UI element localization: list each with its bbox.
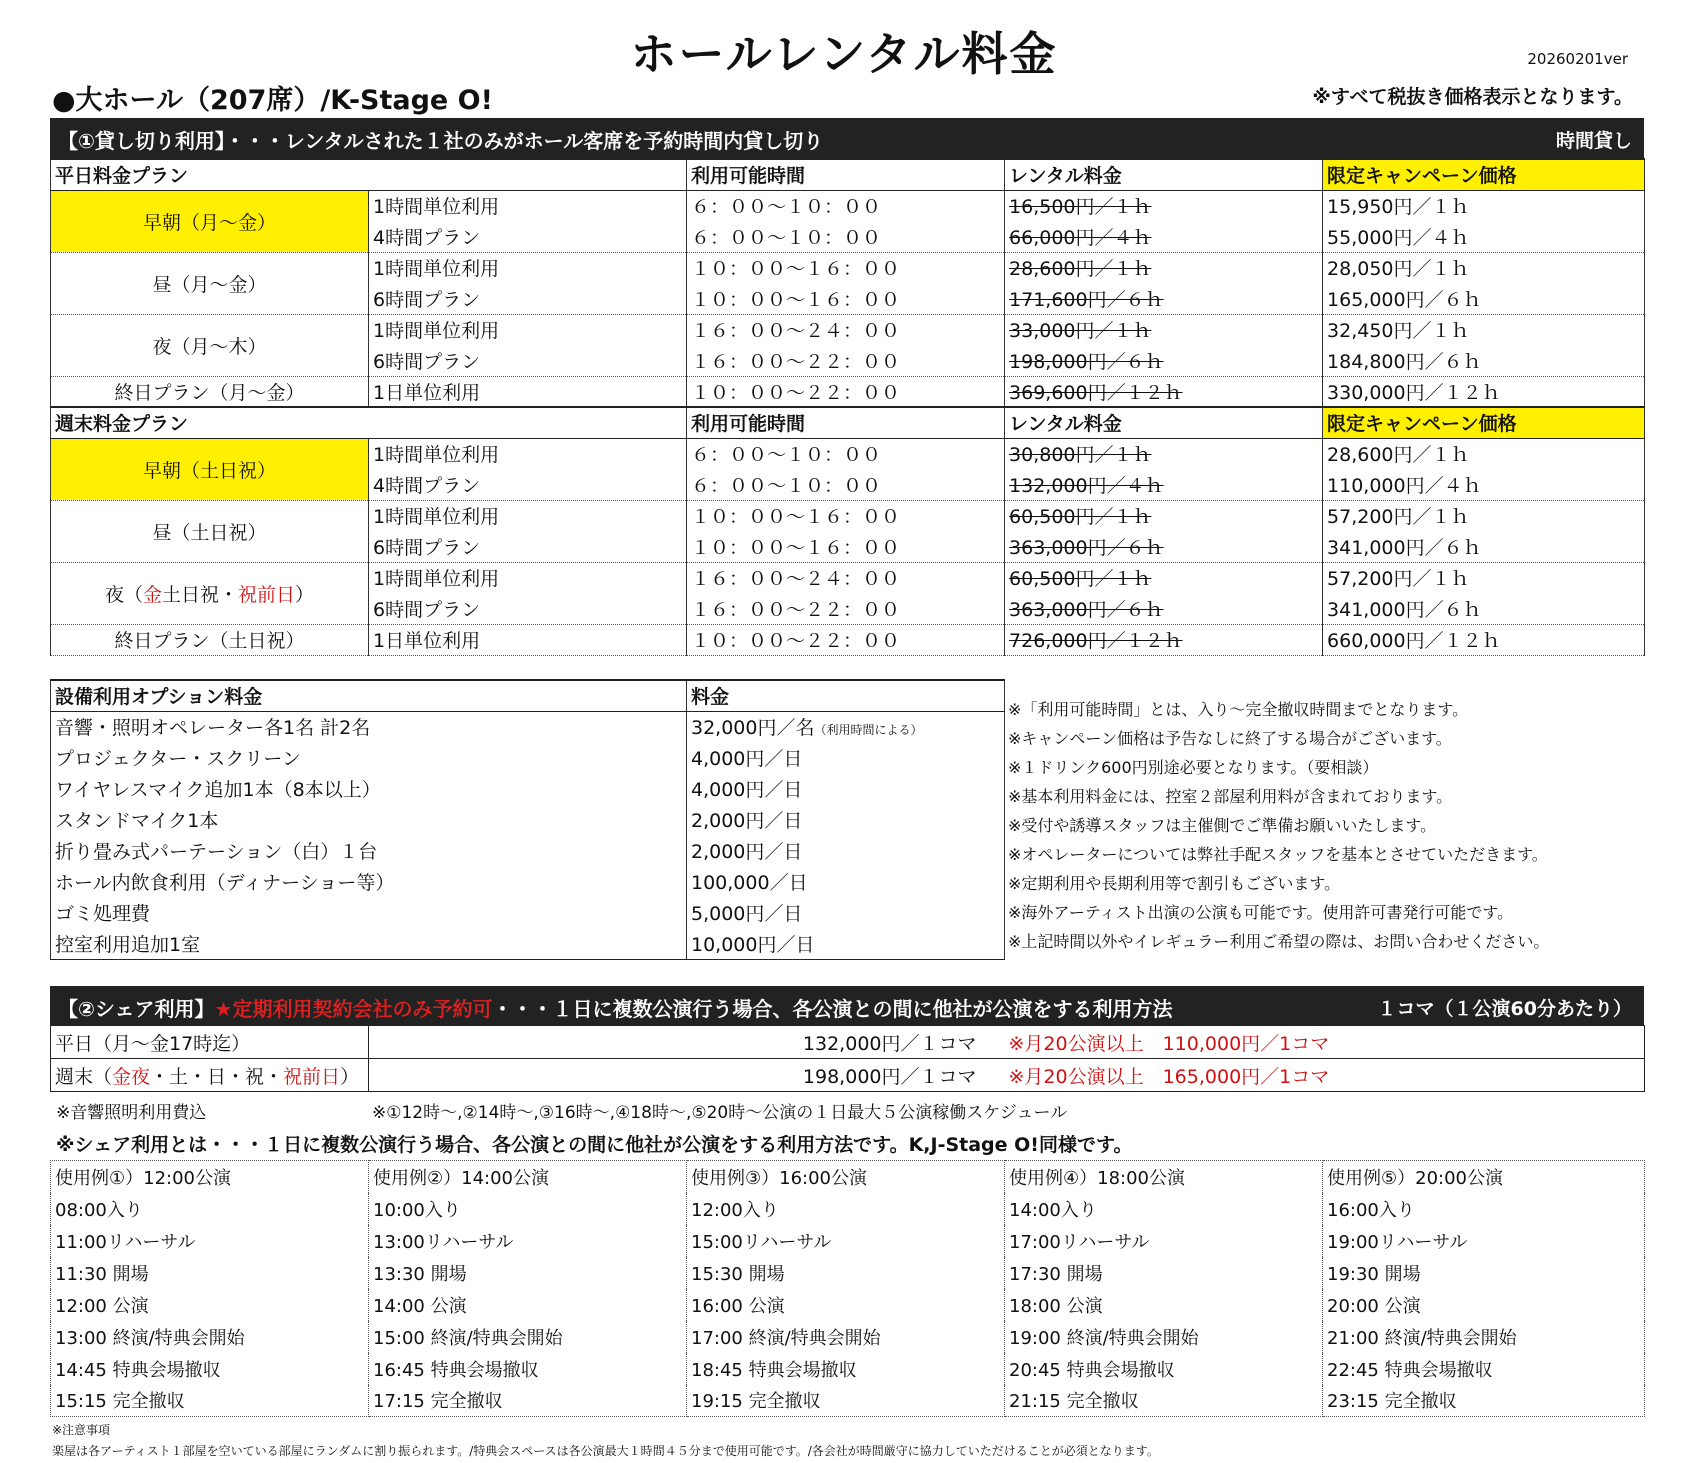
- available-time: １６：００～２２：００: [687, 345, 1005, 376]
- table-row: [51, 897, 1005, 928]
- plan-type: 6時間プラン: [369, 345, 687, 376]
- share-weekday-discount: ※月20公演以上 110,000円／1コマ: [1005, 1026, 1645, 1059]
- rental-price: 30,800円／１ｈ: [1005, 438, 1323, 469]
- hall-name: ●大ホール（207席）/K-Stage O!: [52, 85, 493, 116]
- example-cell: 19:00 終演/特典会開始: [1005, 1321, 1323, 1353]
- rental-price: 66,000円／４ｈ: [1005, 221, 1323, 252]
- options-price-header: 料金: [687, 680, 1005, 711]
- campaign-price: 55,000円／４ｈ: [1323, 221, 1645, 252]
- table-row: [51, 500, 1645, 531]
- available-time: ６：００～１０：００: [687, 190, 1005, 221]
- example-cell: 23:15 完全撤収: [1323, 1385, 1645, 1417]
- example-cell: 13:00 終演/特典会開始: [51, 1321, 369, 1353]
- share-weekend-discount: ※月20公演以上 165,000円／1コマ: [1005, 1059, 1645, 1092]
- campaign-price: 28,600円／１ｈ: [1323, 438, 1645, 469]
- example-cell: 使用例⑤）20:00公演: [1323, 1161, 1645, 1193]
- share-weekday-price: 132,000円／１コマ: [369, 1026, 1005, 1059]
- option-price: 5,000円／日: [687, 897, 1005, 928]
- available-time: ６：００～１０：００: [687, 438, 1005, 469]
- table-row: [51, 252, 1645, 283]
- example-cell: 使用例②）14:00公演: [369, 1161, 687, 1193]
- example-cell: 17:30 開場: [1005, 1257, 1323, 1289]
- share-weekend-price: 198,000円／１コマ: [369, 1059, 1005, 1092]
- rental-price: 363,000円／６ｈ: [1005, 531, 1323, 562]
- example-cell: 15:30 開場: [687, 1257, 1005, 1289]
- example-cell: 18:00 公演: [1005, 1289, 1323, 1321]
- example-cell: 12:00 公演: [51, 1289, 369, 1321]
- campaign-price: 341,000円／６ｈ: [1323, 531, 1645, 562]
- share-weekday-label: 平日（月～金17時迄）: [51, 1026, 369, 1059]
- example-cell: 19:15 完全撤収: [687, 1385, 1005, 1417]
- plan-header: 平日料金プラン: [51, 159, 687, 190]
- footer-text: 楽屋は各アーティスト１部屋を空いている部屋にランダムに割り振られます。/特典会スペースは各公演最大１時間４５分まで使用可能です。/各会社が時間厳守に協力していただけることが必須となります。: [52, 1444, 1159, 1458]
- example-cell: 17:00 終演/特典会開始: [687, 1321, 1005, 1353]
- available-time: １０：００～２２：００: [687, 376, 1005, 407]
- example-cell: 19:00リハーサル: [1323, 1225, 1645, 1257]
- available-time: １０：００～１６：００: [687, 531, 1005, 562]
- table-row: [51, 376, 1645, 407]
- example-cell: 使用例①）12:00公演: [51, 1161, 369, 1193]
- rental-table: [50, 158, 1645, 656]
- table-row: [51, 159, 1645, 190]
- campaign-price: 660,000円／１２ｈ: [1323, 624, 1645, 655]
- footer-title: ※注意事項: [52, 1423, 111, 1437]
- plan-type: 6時間プラン: [369, 283, 687, 314]
- options-table: [50, 679, 1005, 960]
- option-price: 32,000円／名（利用時間による）: [687, 711, 1005, 742]
- price-header: レンタル料金: [1005, 159, 1323, 190]
- table-row: [51, 1321, 1645, 1353]
- plan-type: 6時間プラン: [369, 593, 687, 624]
- note-item: ※キャンペーン価格は予告なしに終了する場合がございます。: [1008, 729, 1452, 748]
- plan-type: 1時間単位利用: [369, 252, 687, 283]
- example-cell: 16:45 特典会場撤収: [369, 1353, 687, 1385]
- plan-type: 1日単位利用: [369, 376, 687, 407]
- example-cell: 11:00リハーサル: [51, 1225, 369, 1257]
- available-time: １０：００～１６：００: [687, 283, 1005, 314]
- example-cell: 20:45 特典会場撤収: [1005, 1353, 1323, 1385]
- table-row: [51, 190, 1645, 221]
- rental-price: 33,000円／１ｈ: [1005, 314, 1323, 345]
- option-price: 10,000円／日: [687, 928, 1005, 959]
- plan-label: 終日プラン（月～金）: [51, 376, 369, 407]
- table-row: [51, 438, 1645, 469]
- option-name: プロジェクター・スクリーン: [51, 742, 687, 773]
- campaign-price: 28,050円／１ｈ: [1323, 252, 1645, 283]
- option-price: 4,000円／日: [687, 773, 1005, 804]
- plan-type: 1時間単位利用: [369, 562, 687, 593]
- table-row: [51, 1353, 1645, 1385]
- available-time: １０：００～１６：００: [687, 252, 1005, 283]
- example-cell: 14:00入り: [1005, 1193, 1323, 1225]
- plan-type: 4時間プラン: [369, 221, 687, 252]
- note-item: ※受付や誘導スタッフは主催側でご準備お願いいたします。: [1008, 816, 1437, 835]
- plan-label: 早朝（土日祝）: [51, 438, 369, 500]
- option-price: 2,000円／日: [687, 804, 1005, 835]
- campaign-price: 341,000円／６ｈ: [1323, 593, 1645, 624]
- section2-title: 【②シェア利用】★定期利用契約会社のみ予約可・・・１日に複数公演行う場合、各公演との間に他社が公演をする利用方法: [58, 997, 1173, 1021]
- note-item: ※定期利用や長期利用等で割引もございます。: [1008, 874, 1341, 893]
- campaign-price: 15,950円／１ｈ: [1323, 190, 1645, 221]
- note-item: ※基本利用料金には、控室２部屋利用料が含まれております。: [1008, 787, 1453, 806]
- plan-type: 6時間プラン: [369, 531, 687, 562]
- plan-type: 1時間単位利用: [369, 314, 687, 345]
- example-cell: 21:15 完全撤収: [1005, 1385, 1323, 1417]
- option-name: 折り畳み式パーテーション（白）１台: [51, 835, 687, 866]
- version-label: 20260201ver: [1527, 50, 1628, 68]
- section1-title: 【①貸し切り利用】・・・レンタルされた１社のみがホール客席を予約時間内貸し切り: [58, 129, 824, 153]
- example-cell: 20:00 公演: [1323, 1289, 1645, 1321]
- rental-price: 28,600円／１ｈ: [1005, 252, 1323, 283]
- plan-header: 週末料金プラン: [51, 407, 687, 438]
- note-item: ※１ドリンク600円別途必要となります。（要相談）: [1008, 758, 1379, 777]
- example-cell: 使用例③）16:00公演: [687, 1161, 1005, 1193]
- example-cell: 10:00入り: [369, 1193, 687, 1225]
- example-cell: 21:00 終演/特典会開始: [1323, 1321, 1645, 1353]
- available-time: ６：００～１０：００: [687, 469, 1005, 500]
- rental-price: 369,600円／１２ｈ: [1005, 376, 1323, 407]
- note-item: ※オペレーターについては弊社手配スタッフを基本とさせていただきます。: [1008, 845, 1548, 864]
- table-row: [51, 866, 1005, 897]
- example-cell: 12:00入り: [687, 1193, 1005, 1225]
- note-item: ※海外アーティスト出演の公演も可能です。使用許可書発行可能です。: [1008, 903, 1514, 922]
- example-cell: 19:30 開場: [1323, 1257, 1645, 1289]
- example-cell: 17:15 完全撤収: [369, 1385, 687, 1417]
- example-cell: 15:00リハーサル: [687, 1225, 1005, 1257]
- rental-price: 16,500円／１ｈ: [1005, 190, 1323, 221]
- tax-note: ※すべて税抜き価格表示となります。: [1312, 86, 1633, 108]
- example-cell: 15:15 完全撤収: [51, 1385, 369, 1417]
- table-row: [51, 562, 1645, 593]
- rental-price: 132,000円／４ｈ: [1005, 469, 1323, 500]
- option-name: 音響・照明オペレーター各1名 計2名: [51, 711, 687, 742]
- table-row: [51, 773, 1005, 804]
- example-cell: 15:00 終演/特典会開始: [369, 1321, 687, 1353]
- table-row: [51, 624, 1645, 655]
- note-item: ※上記時間以外やイレギュラー利用ご希望の際は、お問い合わせください。: [1008, 932, 1550, 951]
- option-price: 4,000円／日: [687, 742, 1005, 773]
- section1-header: [50, 118, 1644, 158]
- plan-label: 終日プラン（土日祝）: [51, 624, 369, 655]
- example-cell: 18:45 特典会場撤収: [687, 1353, 1005, 1385]
- plan-label: 昼（土日祝）: [51, 500, 369, 562]
- campaign-header: 限定キャンペーン価格: [1323, 407, 1645, 438]
- table-row: [51, 804, 1005, 835]
- plan-type: 1時間単位利用: [369, 438, 687, 469]
- available-time: １６：００～２４：００: [687, 562, 1005, 593]
- example-cell: 16:00入り: [1323, 1193, 1645, 1225]
- option-name: スタンドマイク1本: [51, 804, 687, 835]
- share-weekday-row: [51, 1026, 1645, 1059]
- example-cell: 17:00リハーサル: [1005, 1225, 1323, 1257]
- table-row: [51, 314, 1645, 345]
- section1-right: 時間貸し: [1555, 130, 1632, 152]
- option-price: 2,000円／日: [687, 835, 1005, 866]
- examples-table: [50, 1160, 1645, 1417]
- plan-type: 4時間プラン: [369, 469, 687, 500]
- available-time: １６：００～２２：００: [687, 593, 1005, 624]
- share-note-2: ※①12時～,②14時～,③16時～,④18時～,⑤20時～公演の１日最大５公演稼働スケジュール: [372, 1103, 1068, 1123]
- rental-price: 60,500円／１ｈ: [1005, 500, 1323, 531]
- campaign-header: 限定キャンペーン価格: [1323, 159, 1645, 190]
- example-cell: 使用例④）18:00公演: [1005, 1161, 1323, 1193]
- plan-type: 1時間単位利用: [369, 500, 687, 531]
- rental-price: 726,000円／１２ｈ: [1005, 624, 1323, 655]
- option-price: 100,000／日: [687, 866, 1005, 897]
- table-row: [51, 1193, 1645, 1225]
- table-row: [51, 1385, 1645, 1417]
- example-cell: 08:00入り: [51, 1193, 369, 1225]
- rental-price: 60,500円／１ｈ: [1005, 562, 1323, 593]
- plan-type: 1日単位利用: [369, 624, 687, 655]
- table-row: [51, 1289, 1645, 1321]
- plan-label: 昼（月～金）: [51, 252, 369, 314]
- page-title: ホールレンタル料金: [630, 27, 1058, 81]
- campaign-price: 32,450円／１ｈ: [1323, 314, 1645, 345]
- available-time: １６：００～２４：００: [687, 314, 1005, 345]
- price-header: レンタル料金: [1005, 407, 1323, 438]
- table-row: [51, 835, 1005, 866]
- note-item: ※「利用可能時間」とは、入り～完全撤収時間までとなります。: [1008, 700, 1469, 719]
- campaign-price: 184,800円／６ｈ: [1323, 345, 1645, 376]
- campaign-price: 57,200円／１ｈ: [1323, 562, 1645, 593]
- section2-right: １コマ（１公演60分あたり）: [1377, 998, 1632, 1020]
- campaign-price: 330,000円／１２ｈ: [1323, 376, 1645, 407]
- rental-price: 171,600円／６ｈ: [1005, 283, 1323, 314]
- table-row: [51, 407, 1645, 438]
- share-table: [50, 1025, 1645, 1092]
- time-header: 利用可能時間: [687, 407, 1005, 438]
- campaign-price: 57,200円／１ｈ: [1323, 500, 1645, 531]
- table-row: [51, 928, 1005, 959]
- share-explain: ※シェア利用とは・・・１日に複数公演行う場合、各公演との間に他社が公演をする利用方法です。K,J-Stage O!同様です。: [56, 1134, 1133, 1156]
- example-cell: 16:00 公演: [687, 1289, 1005, 1321]
- option-name: ホール内飲食利用（ディナーショー等）: [51, 866, 687, 897]
- plan-label: 早朝（月～金）: [51, 190, 369, 252]
- share-weekend-label: 週末（金夜・土・日・祝・祝前日）: [51, 1059, 369, 1092]
- option-name: ゴミ処理費: [51, 897, 687, 928]
- table-row: [51, 742, 1005, 773]
- example-cell: 14:00 公演: [369, 1289, 687, 1321]
- table-row: [51, 1225, 1645, 1257]
- example-cell: 13:00リハーサル: [369, 1225, 687, 1257]
- campaign-price: 110,000円／４ｈ: [1323, 469, 1645, 500]
- available-time: １０：００～２２：００: [687, 624, 1005, 655]
- rental-price: 363,000円／６ｈ: [1005, 593, 1323, 624]
- available-time: ６：００～１０：００: [687, 221, 1005, 252]
- option-name: 控室利用追加1室: [51, 928, 687, 959]
- option-name: ワイヤレスマイク追加1本（8本以上）: [51, 773, 687, 804]
- plan-label: 夜（月～木）: [51, 314, 369, 376]
- notes-list: [1008, 695, 1549, 956]
- share-note-1: ※音響照明利用費込: [56, 1103, 207, 1123]
- share-weekend-row: [51, 1059, 1645, 1092]
- example-cell: 22:45 特典会場撤収: [1323, 1353, 1645, 1385]
- options-header: 設備利用オプション料金: [51, 680, 687, 711]
- time-header: 利用可能時間: [687, 159, 1005, 190]
- table-row: [51, 1161, 1645, 1193]
- campaign-price: 165,000円／６ｈ: [1323, 283, 1645, 314]
- plan-type: 1時間単位利用: [369, 190, 687, 221]
- example-cell: 14:45 特典会場撤収: [51, 1353, 369, 1385]
- table-row: [51, 1257, 1645, 1289]
- available-time: １０：００～１６：００: [687, 500, 1005, 531]
- section2-header: [50, 986, 1644, 1026]
- example-cell: 13:30 開場: [369, 1257, 687, 1289]
- example-cell: 11:30 開場: [51, 1257, 369, 1289]
- plan-label: 夜（金土日祝・祝前日）: [51, 562, 369, 624]
- rental-price: 198,000円／６ｈ: [1005, 345, 1323, 376]
